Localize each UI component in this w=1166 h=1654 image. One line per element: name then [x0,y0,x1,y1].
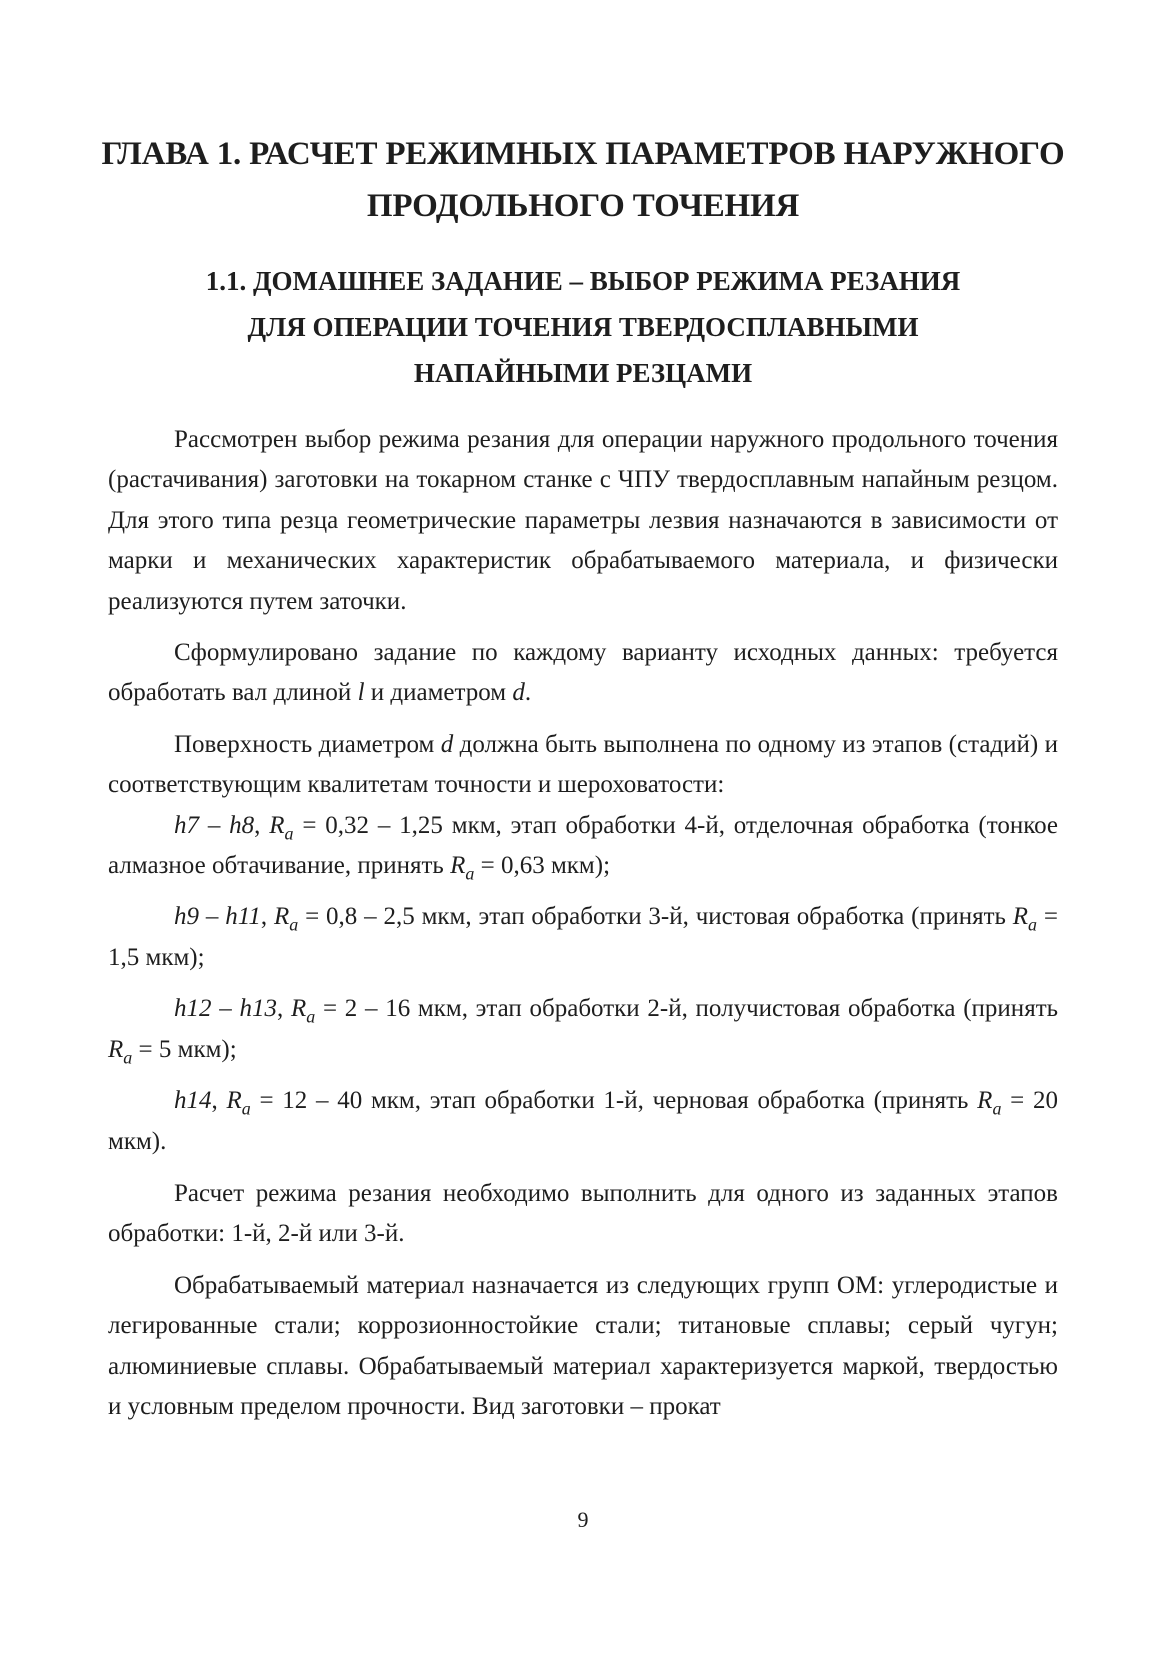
ra-subscript: a [123,1046,133,1067]
stage-4-accept-value: = 0,63 [474,852,545,880]
ra-symbol: R [226,1087,242,1115]
chapter-title-line-2: ПРОДОЛЬНОГО ТОЧЕНИЯ [366,188,800,224]
stage-3-end: мкм); [139,943,205,971]
stage-3-item: h9 – h11, $R_a = 0,8 - 2,5$ мкм, этап обработки 3-й, чистовая обработка (принять $R_a = 1,5$ мкм); [108,903,1058,971]
ra-subscript: a [306,1006,316,1027]
task-text: Сформулировано задание по каждому варианту исходных данных: требуется обработать вал длиной [108,639,1058,707]
stage-4-text: мкм, этап обработки 4-й, отделочная обработка (тонкое алмазное обтачивание, принять [108,811,1058,880]
stage-4-end: мкм); [544,852,611,880]
stage-2-accept-value: = 5 [132,1035,172,1063]
ra-subscript: a [241,1098,251,1119]
stage-4-range: = 0,32 – 1,25 [293,811,443,839]
stage-4-tolerance: h7 – h8 [174,811,255,839]
paragraph-calculation: Расчет режима резания необходимо выполнить для одного из заданных этапов обработки: 1-й, 2-й или 3-й. [108,1179,1058,1248]
ra-symbol: R [108,1035,124,1063]
ra-subscript: a [1028,914,1038,935]
ra-subscript: a [465,863,475,884]
var-length: l [357,679,365,707]
section-title-line-3: НАПАЙНЫМИ РЕЗЦАМИ [413,358,753,388]
paragraph-surface [108,725,1058,806]
paragraph-material: Обрабатываемый материал назначается из следующих групп ОМ: углеродистые и легированные стали; коррозионностойкие стали; титановые сплавы; серый чугун; алюминиевые сплавы. Обрабатываемый материал характеризуется маркой, твердостью и условным пределом прочности. Вид заготовки – прокат [108,1271,1058,1420]
ra-symbol: R [273,903,290,931]
body-text [108,420,1058,1427]
stage-2-text: мкм, этап обработки 2-й, получистовая обработка (принять [410,995,1059,1023]
ra-subscript: a [289,914,299,935]
stage-1-accept-value: = 20 [1001,1087,1058,1115]
var-diameter: d [512,679,525,707]
stage-2-tolerance: h12 – h13 [174,995,277,1023]
task-mid: и диаметром [364,679,513,707]
chapter-title [80,128,1086,232]
stage-1-tolerance: h14 [174,1087,212,1115]
stage-3-accept-value: = 1,5 [108,903,1058,971]
page-number: 9 [577,1507,589,1532]
paragraph-intro: Рассмотрен выбор режима резания для операции наружного продольного точения (растачивания) заготовки на токарном станке с ЧПУ твердосплавным напайным резцом. Для этого типа резца геометрические параметры лезвия назначаются в зависимости от марки и механических характеристик обрабатываемого материала, и физически реализуются путем заточки. [108,426,1058,615]
stage-4-item: h7 – h8, $R_a = 0,32 - 1,25$ мкм, этап обработки 4-й, отделочная обработка (тонкое алмазное обтачивание, принять $R_a = 0,63$ мкм); [108,811,1058,884]
section-title-line-2: ДЛЯ ОПЕРАЦИИ ТОЧЕНИЯ ТВЕРДОСПЛАВНЫМИ [247,312,919,342]
paragraph-task [108,633,1058,714]
stage-2-item: h12 – h13, $R_a = 2 - 16$ мкм, этап обработки 2-й, получистовая обработка (принять $R_a = 5$ мкм); [108,995,1059,1067]
stage-1-end: мкм). [108,1127,167,1155]
chapter-title-line-1: ГЛАВА 1. РАСЧЕТ РЕЖИМНЫХ ПАРАМЕТРОВ НАРУЖНОГО [101,136,1065,172]
stage-2-range: = 2 – 16 [315,995,411,1023]
var-diameter: d [440,730,454,758]
stage-3-tolerance: h9 – h11 [174,903,261,931]
ra-subscript: a [992,1098,1002,1119]
ra-subscript: a [284,822,294,843]
surface-end: должна быть выполнена по одному из этапов (стадий) и соответствующим квалитетам точности и шероховатости: [108,730,1059,799]
stage-1-item: h14, $R_a = 12 - 40$ мкм, этап обработки 1-й, черновая обработка (принять $R_a = 20$ мкм). [108,1087,1058,1155]
section-title [80,258,1086,396]
stage-2-end: мкм); [171,1035,237,1063]
ra-symbol: R [450,852,466,880]
task-end: . [524,679,532,707]
stage-3-text: мкм, этап обработки 3-й, чистовая обработка (принять [414,903,1013,931]
surface-text: Поверхность диаметром [174,730,441,758]
section-title-line-1: 1.1. ДОМАШНЕЕ ЗАДАНИЕ – ВЫБОР РЕЖИМА РЕЗАНИЯ [205,266,961,296]
stage-1-text: мкм, этап обработки 1-й, черновая обработка (принять [362,1087,978,1115]
ra-symbol: R [977,1087,993,1115]
ra-symbol: R [290,995,307,1023]
ra-symbol: R [1012,903,1029,931]
stage-3-range: = 0,8 – 2,5 [298,903,415,931]
stage-1-range: = 12 – 40 [250,1087,363,1115]
ra-symbol: R [269,811,285,839]
